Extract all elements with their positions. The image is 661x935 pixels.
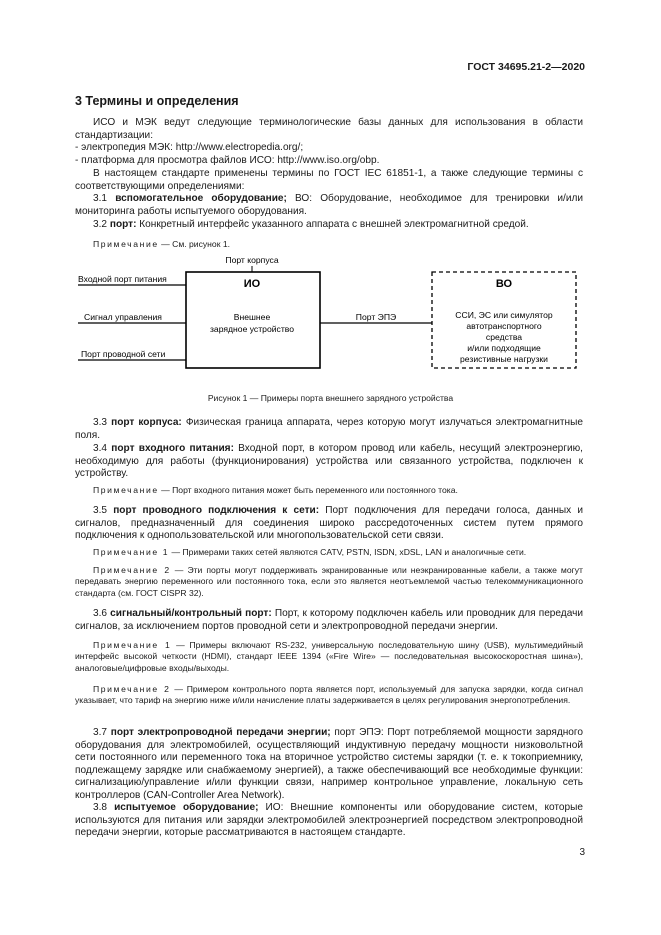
wpt-port-label: Порт ЭПЭ	[355, 312, 397, 322]
figure-1-caption: Рисунок 1 — Примеры порта внешнего зарядного устройства	[207, 393, 454, 403]
io-desc-line-1: Внешнее	[233, 312, 271, 322]
vo-desc-line-4: и/или подходящие	[467, 343, 541, 353]
note-3-4: Примечание — Порт входного питания может быть переменного или постоянного тока.	[93, 485, 458, 495]
list-item-iso-obp: - платформа для просмотра файлов ИСО: http://www.iso.org/obp.	[75, 155, 380, 166]
page-number: 3	[579, 847, 585, 858]
input-power-port-label: Входной порт питания	[78, 274, 167, 284]
intro-paragraph: ИСО и МЭК ведут следующие терминологические базы данных для использования в области стандартизации:	[75, 117, 583, 141]
note-3-6-2: Примечание 2 — Примером контрольного порта является порт, используемый для запуска зарядки, когда сигнал указывает, что тариф на энергию ниже и/или начисление платы задерживается в целях регулирования энергопотребления.	[75, 684, 583, 706]
enclosure-port-label: Порт корпуса	[225, 255, 279, 265]
vo-desc-line-1: ССИ, ЭС или симулятор	[455, 310, 553, 320]
term-3-7: 3.7 порт электропроводной передачи энергии; порт ЭПЭ: Порт потребляемой мощности зарядного оборудования для электромобилей, осуществляющий индуктивную передачу мощности низковольтной сети постоянного или переменного тока на вторичное устройство системы зарядки (т. е. к токоприемнику, подлежащему зарядке или снабжаемому энергией), а также обеспечивающий все необходимые функции: сигнализацию/управление и/или функции связи, например контрольное управление, локальную сеть контроллеров (CAN-Controller Area Network).	[75, 727, 583, 801]
terms-source-paragraph: В настоящем стандарте применены термины по ГОСТ IEC 61851-1, а также следующие термины с соответствующими определениями:	[75, 168, 583, 192]
note-3-2: Примечание — См. рисунок 1.	[93, 239, 231, 249]
figure-1-diagram	[0, 250, 661, 380]
vo-title: ВО	[495, 278, 513, 290]
note-3-6-1: Примечание 1 — Примеры включают RS-232, универсальную последовательную шину (USB), мультимедийный интерфейс высокой четкости (HDMI), стандарт IEEE 1394 («Fire Wire» — последовательная высокоскоростная шина»), аналоговые/цифровые входы/выходы.	[75, 640, 583, 673]
wired-network-port-label: Порт проводной сети	[81, 349, 166, 359]
term-3-2: 3.2 порт: Конкретный интерфейс указанного аппарата с внешней электромагнитной средой.	[93, 219, 529, 230]
term-3-5: 3.5 порт проводного подключения к сети: Порт подключения для передачи голоса, данных и сигналов, предназначенный для соединения широко рассредоточенных систем путем прямого подключения к однопользовательской или многопользовательской сети связи.	[75, 505, 583, 542]
vo-desc-line-3: средства	[485, 332, 523, 342]
term-3-1: 3.1 вспомогательное оборудование; ВО: Оборудование, необходимое для тренировки и/или мониторинга работы испытуемого оборудования.	[75, 193, 583, 217]
note-3-5-2: Примечание 2 — Эти порты могут поддерживать экранированные или неэкранированные кабели, а также могут передавать энергию переменного или постоянного тока, если это является неотъемлемой частью телекоммуникационного стандарта (см. ГОСТ CISPR 32).	[75, 565, 583, 598]
vo-desc-line-2: автотранспортного	[466, 321, 542, 331]
list-item-electropedia: - электропедия МЭК: http://www.electropedia.org/;	[75, 142, 304, 153]
term-3-8: 3.8 испытуемое оборудование; ИО: Внешние компоненты или оборудование систем, которые используются для питания или зарядки электромобилей электроэнергией посредством электропроводной передачи энергии, которые рассматриваются в настоящем стандарте.	[75, 802, 583, 839]
io-title: ИО	[243, 278, 261, 290]
note-3-5-1: Примечание 1 — Примерами таких сетей являются CATV, PSTN, ISDN, xDSL, LAN и аналогичные сети.	[93, 547, 527, 557]
term-3-4: 3.4 порт входного питания: Входной порт, в котором провод или кабель, несущий электроэнергию, необходимую для работы (функционирования) устройства или связанного устройства, подключен к устройству.	[75, 443, 583, 480]
standard-number: ГОСТ 34695.21-2—2020	[467, 61, 585, 73]
io-desc-line-2: зарядное устройство	[209, 324, 295, 334]
vo-desc-line-5: резистивные нагрузки	[460, 354, 548, 364]
control-signal-port-label: Сигнал управления	[84, 312, 162, 322]
section-title: 3 Термины и определения	[75, 94, 239, 108]
term-3-6: 3.6 сигнальный/контрольный порт: Порт, к которому подключен кабель или проводник для передачи сигналов, за исключением портов проводной сети и электропроводной передачи энергии.	[75, 608, 583, 632]
term-3-3: 3.3 порт корпуса: Физическая граница аппарата, через которую могут излучаться электромагнитные поля.	[75, 417, 583, 441]
